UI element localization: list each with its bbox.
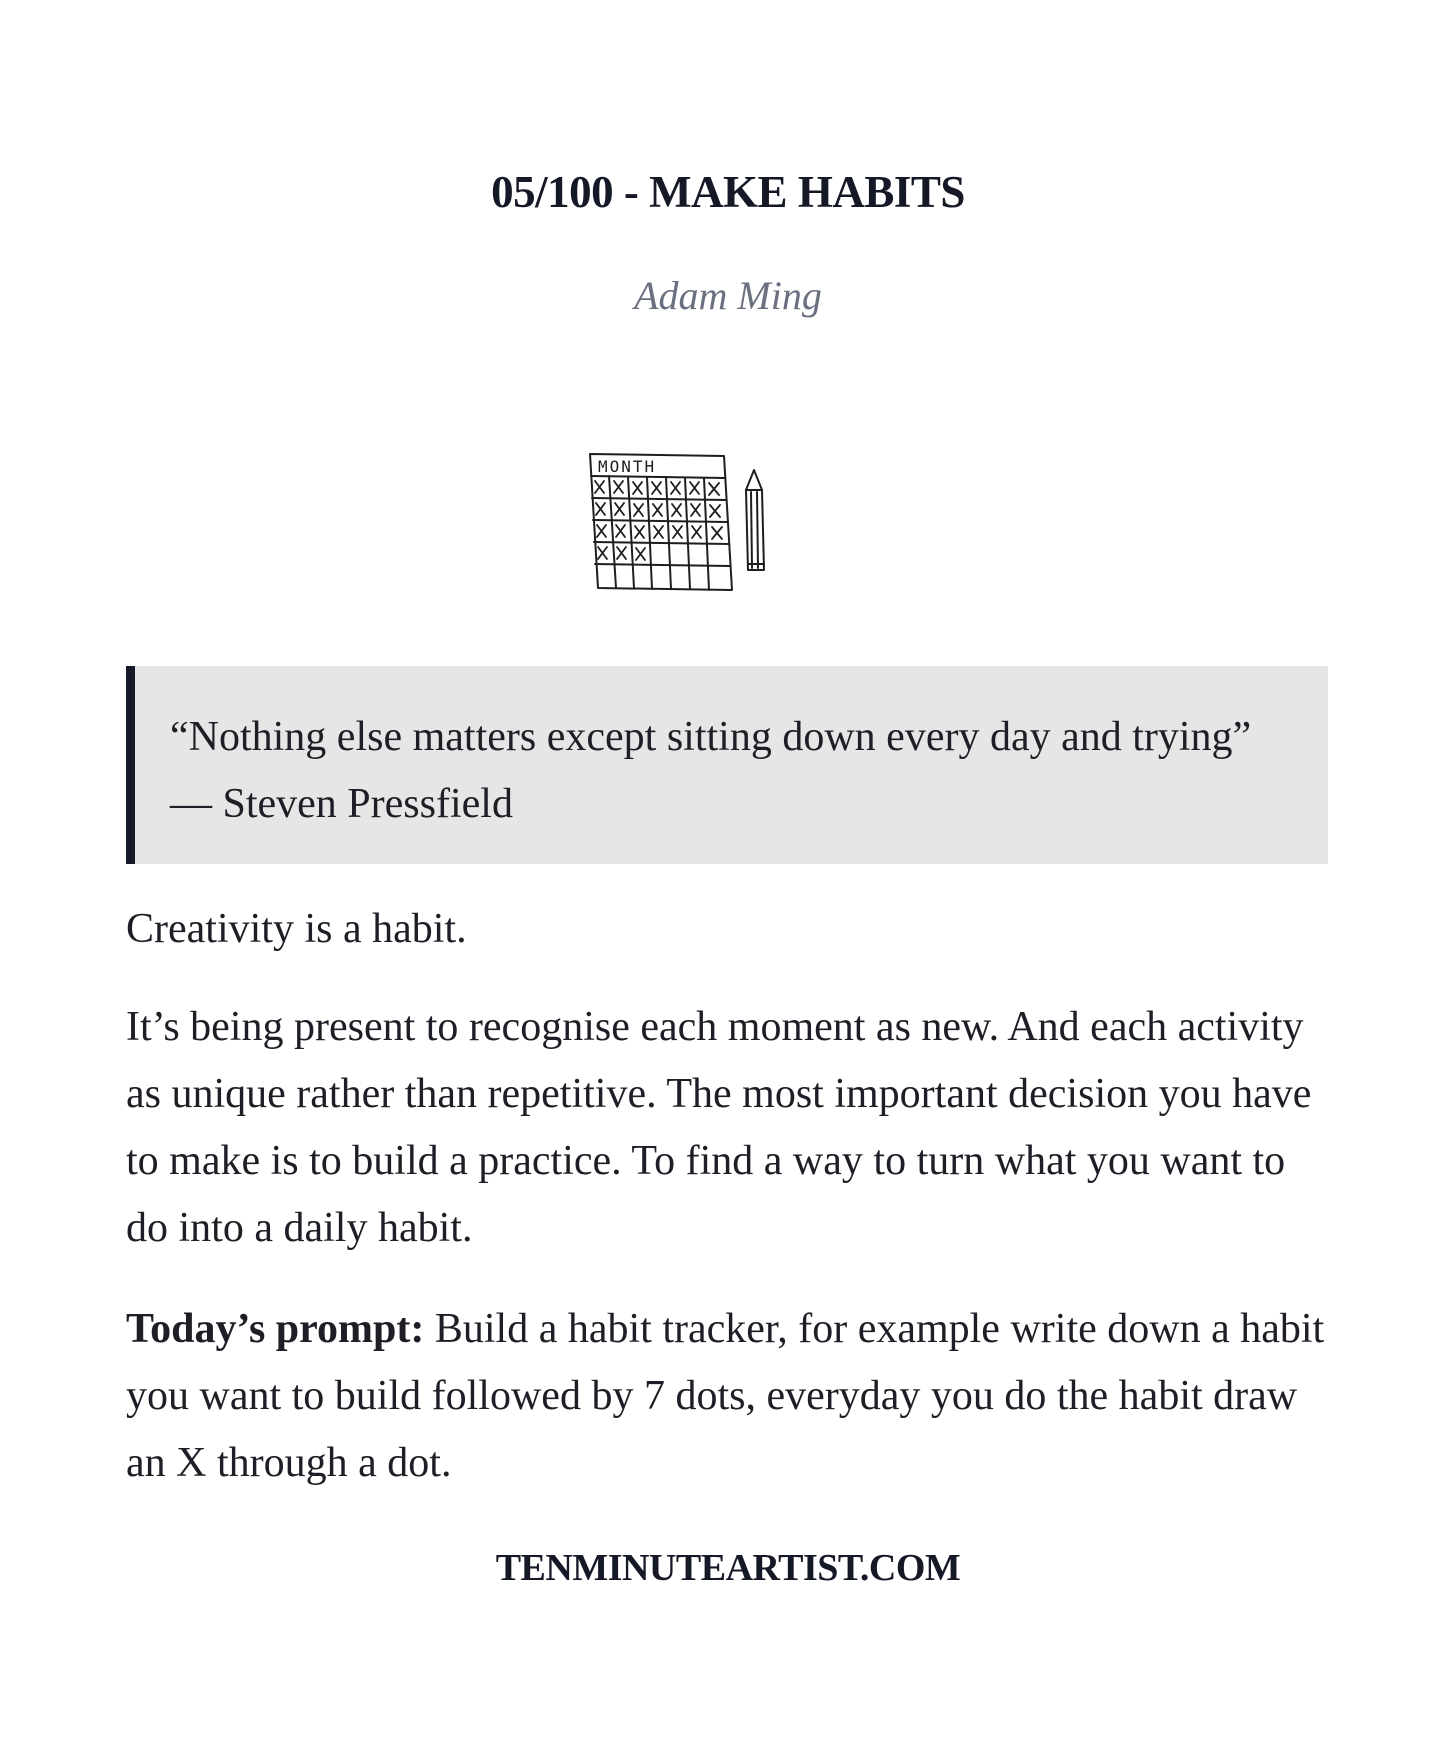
paragraph-prompt <box>126 1296 1336 1497</box>
quote-text: “Nothing else matters except sitting down every day and trying” — Steven Pressfield <box>170 714 1252 827</box>
paragraph-intro: Creativity is a habit. <box>126 906 467 952</box>
author-name: Adam Ming <box>634 273 822 318</box>
prompt-label: Today’s prompt: <box>126 1306 425 1352</box>
calendar-month-label: MONTH <box>598 457 657 476</box>
calendar-pencil-icon <box>584 446 780 602</box>
paragraph-main: It’s being present to recognise each moment as new. And each activity as unique rather than repetitive. The most important decision you have to make is to build a practice. To find a way to turn what you want to do into a daily habit. <box>126 1004 1312 1251</box>
pull-quote <box>126 666 1328 864</box>
page-title: 05/100 - MAKE HABITS <box>491 167 965 217</box>
prompt-text: Build a habit tracker, for example write down a habit you want to build followed by 7 dots, everyday you do the habit draw an X through a dot. <box>126 1306 1325 1486</box>
site-footer[interactable]: TENMINUTEARTIST.COM <box>495 1547 961 1589</box>
